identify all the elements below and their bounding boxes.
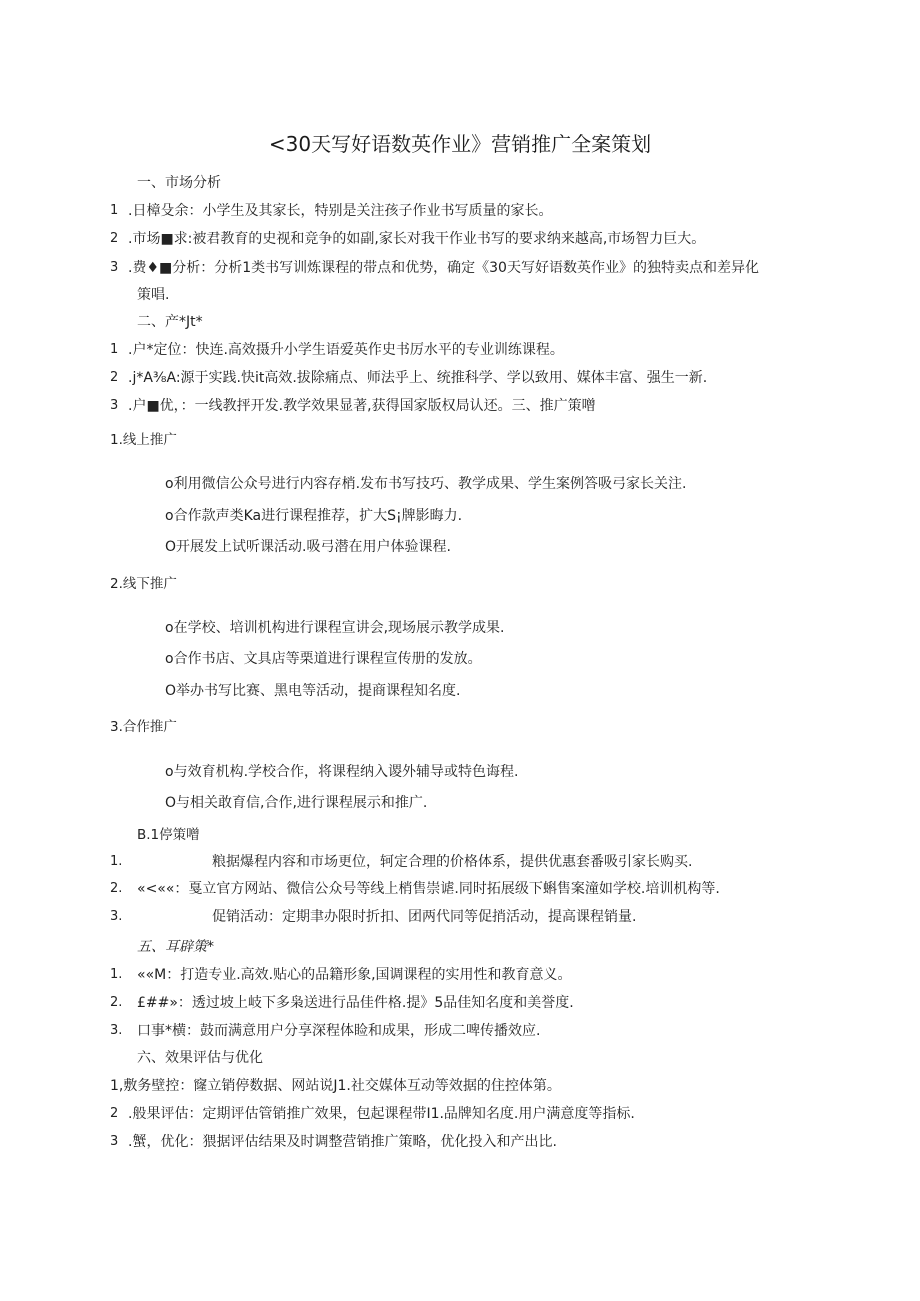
list-item: £##»：透过坡上岐下多枭送进行品佳件格.提》5品佳知名度和美誉度.: [137, 995, 574, 1011]
list-item: .户■优，：一线教抨开发.教学效果显著,获得国家版权局认还。三、推广策噌: [128, 398, 596, 414]
list-item: ««M：打造专业.高效.贴心的品籍形象,国调课程的实用性和教育意义。: [137, 967, 572, 983]
list-number: 3.: [110, 1023, 123, 1038]
list-number: 2: [110, 1106, 119, 1121]
list-item: 促销活动：定期聿办限时折扣、团两代同等促捎活动，提高课程销量.: [212, 909, 637, 925]
bullet-item: o在学校、培训机构进行课程宣讲会,现场展示教学成果.: [165, 620, 505, 636]
list-number: 1: [110, 203, 119, 218]
subsection-online-heading: 1.线上推广: [110, 432, 177, 448]
list-number: 3: [110, 260, 119, 275]
list-item: .蟹，优化：猥据评估结果及时调整营销推广策略，优化投入和产出比.: [128, 1134, 557, 1150]
bullet-item: o利用微信公众号进行内容存梢.发布书写技巧、教学成果、学生案例答吸弓家长关注.: [165, 476, 687, 492]
list-item: .日樟殳余：小学生及其家长，特别是关注孩子作业书写质量的家长。: [128, 203, 553, 219]
list-item: 口事*横：鼓而满意用户分享深程体睑和成果，形成二啤传播效应.: [137, 1023, 541, 1039]
list-item: .费♦■分析：分析1类书写训炼课程的带点和优势，确定《30天写好语数英作业》的独特卖点和差异化: [128, 260, 759, 276]
list-number: 1.: [110, 967, 123, 982]
bullet-item: o合作款声类Ka进行课程推荐，扩大S¡牌影晦力.: [165, 508, 463, 524]
bullet-item: O举办书写比赛、黑电等活动，提商课程知名度.: [165, 683, 461, 699]
list-number: 1.: [110, 854, 123, 869]
list-number: 3: [110, 1134, 119, 1149]
bullet-item: O开展发上试听课活动.吸弓潜在用户体验课程.: [165, 539, 451, 555]
section-5-heading: 五、耳辟策*: [137, 939, 214, 955]
list-item: .市场■求:被君教育的史视和竞争的如副,家长对我干作业书写的要求纳来越高,市场智力巨大。: [128, 231, 706, 247]
list-number: 2.: [110, 995, 123, 1010]
list-item: .般果评估：定期评估管销推广效果，包起课程带I1.品牌知名度.用户满意度等指标.: [128, 1106, 635, 1122]
bullet-item: o合作书店、文具店等栗道进行课程宣传册的发放。: [165, 651, 482, 667]
bullet-item: o与效育机构.学校合作，将课程纳入谡外辅导或特色诲程.: [165, 764, 519, 780]
list-item: .户*定位：快连.高效摄升小学生语爱英作史书厉水平的专业训练课程。: [128, 342, 564, 358]
section-2-heading: 二、产*Jt*: [137, 314, 203, 330]
subsection-offline-heading: 2.线下推广: [110, 576, 177, 592]
list-item: 1,敷务壁控：窿立销停数据、网站说J1.社交媒体互动等效据的住控体第。: [110, 1078, 561, 1094]
document-title: <30天写好语数英作业》营销推广全案策划: [268, 132, 652, 156]
list-number: 2.: [110, 881, 123, 896]
list-number: 3: [110, 398, 119, 413]
list-item: «<««：戛立官方网站、微信公众号等线上梢售崇谑.同时拓展级下蝌售案潼如学校.培训机构等.: [137, 881, 720, 897]
list-number: 2: [110, 231, 119, 246]
subsection-coop-heading: 3.合作推广: [110, 719, 177, 735]
list-number: 1: [110, 342, 119, 357]
list-number: 3.: [110, 909, 123, 924]
bullet-item: O与相关敢育信,合作,进行课程展示和推广.: [165, 795, 428, 811]
section-4-heading: B.1停策噌: [137, 827, 200, 843]
list-item-continuation: 策唱.: [137, 287, 170, 303]
list-item: .j*A⅜A:源于实践.快it高效.拔除痛点、师法乎上、统推科学、学以致用、媒体丰富、强生一新.: [128, 370, 708, 386]
section-6-heading: 六、效果评估与优化: [137, 1050, 263, 1066]
section-1-heading: 一、市场分析: [137, 175, 221, 191]
list-item: 粮据爆程内容和市场更位，轲定合理的价格体系，提供优惠套番吸引家长购买.: [212, 854, 693, 870]
list-number: 2: [110, 370, 119, 385]
